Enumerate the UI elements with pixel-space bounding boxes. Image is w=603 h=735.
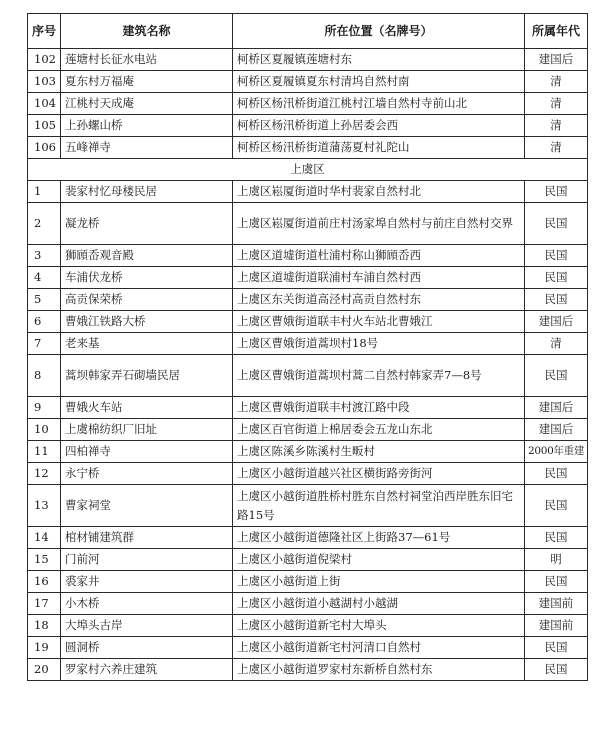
heritage-buildings-table — [27, 13, 588, 681]
table-row — [28, 203, 588, 245]
cell-era: 2000年重建 — [525, 441, 588, 463]
cell-name: 圆洞桥 — [61, 637, 233, 659]
cell-era: 民国 — [525, 245, 588, 267]
cell-name: 江桃村天成庵 — [61, 93, 233, 115]
table-row — [28, 637, 588, 659]
cell-number: 10 — [28, 419, 61, 441]
cell-location: 柯桥区杨汛桥街道上孙居委会西 — [233, 115, 525, 137]
table-row — [28, 289, 588, 311]
cell-location: 上虞区道墟街道联浦村车浦自然村西 — [233, 267, 525, 289]
cell-era: 明 — [525, 549, 588, 571]
cell-era: 清 — [525, 115, 588, 137]
table-row — [28, 615, 588, 637]
cell-number: 15 — [28, 549, 61, 571]
cell-number: 9 — [28, 397, 61, 419]
cell-number: 104 — [28, 93, 61, 115]
cell-number: 20 — [28, 659, 61, 681]
cell-location: 柯桥区杨汛桥街道江桃村江墙自然村寺前山北 — [233, 93, 525, 115]
table-row — [28, 397, 588, 419]
cell-era: 民国 — [525, 485, 588, 527]
cell-number: 4 — [28, 267, 61, 289]
header-era: 所属年代 — [525, 14, 588, 49]
cell-number: 3 — [28, 245, 61, 267]
cell-location: 上虞区小越街道罗家村东新桥自然村东 — [233, 659, 525, 681]
cell-name: 门前河 — [61, 549, 233, 571]
cell-number: 6 — [28, 311, 61, 333]
table-row — [28, 137, 588, 159]
cell-location: 上虞区小越街道新宅村大埠头 — [233, 615, 525, 637]
table-row — [28, 71, 588, 93]
keqiao-rows — [28, 49, 588, 159]
cell-name: 狮頋岙观音殿 — [61, 245, 233, 267]
cell-name: 大埠头古岸 — [61, 615, 233, 637]
cell-name: 棺材铺建筑群 — [61, 527, 233, 549]
shangyu-rows — [28, 181, 588, 681]
cell-number: 1 — [28, 181, 61, 203]
cell-location: 上虞区小越街道越兴社区横街路旁街河 — [233, 463, 525, 485]
header-name: 建筑名称 — [61, 14, 233, 49]
cell-location: 柯桥区夏履镇莲塘村东 — [233, 49, 525, 71]
cell-number: 17 — [28, 593, 61, 615]
cell-name: 蒿坝韩家弄石砌墙民居 — [61, 355, 233, 397]
cell-number: 2 — [28, 203, 61, 245]
cell-number: 11 — [28, 441, 61, 463]
section-row — [28, 159, 588, 181]
cell-era: 建国前 — [525, 615, 588, 637]
cell-name: 罗家村六养庄建筑 — [61, 659, 233, 681]
cell-location: 上虞区曹娥街道蒿坝村18号 — [233, 333, 525, 355]
cell-location: 柯桥区杨汛桥街道蒲荡夏村礼陀山 — [233, 137, 525, 159]
cell-location: 上虞区百官街道上棉居委会五龙山东北 — [233, 419, 525, 441]
cell-era: 清 — [525, 93, 588, 115]
cell-name: 永宁桥 — [61, 463, 233, 485]
cell-name: 老来基 — [61, 333, 233, 355]
cell-era: 建国后 — [525, 419, 588, 441]
heritage-table-container — [27, 13, 588, 681]
cell-name: 上虞棉纺织厂旧址 — [61, 419, 233, 441]
table-row — [28, 419, 588, 441]
table-row — [28, 115, 588, 137]
table-row — [28, 659, 588, 681]
section-row-group — [28, 159, 588, 181]
cell-name: 莲塘村长征水电站 — [61, 49, 233, 71]
header-location: 所在位置（名牌号） — [233, 14, 525, 49]
cell-era: 建国后 — [525, 311, 588, 333]
table-row — [28, 93, 588, 115]
cell-name: 小木桥 — [61, 593, 233, 615]
cell-location: 上虞区曹娥街道蒿坝村蒿二自然村韩家弄7—8号 — [233, 355, 525, 397]
cell-era: 清 — [525, 137, 588, 159]
cell-location: 上虞区崧厦街道时华村裴家自然村北 — [233, 181, 525, 203]
cell-era: 民国 — [525, 463, 588, 485]
cell-name: 曹家祠堂 — [61, 485, 233, 527]
cell-location: 上虞区小越街道上街 — [233, 571, 525, 593]
cell-name: 曹娥火车站 — [61, 397, 233, 419]
cell-name: 裴家村忆母楼民居 — [61, 181, 233, 203]
header-number: 序号 — [28, 14, 61, 49]
cell-era: 民国 — [525, 203, 588, 245]
table-row — [28, 527, 588, 549]
cell-name: 凝龙桥 — [61, 203, 233, 245]
table-row — [28, 463, 588, 485]
cell-number: 13 — [28, 485, 61, 527]
cell-number: 103 — [28, 71, 61, 93]
cell-era: 建国前 — [525, 593, 588, 615]
cell-name: 裘家井 — [61, 571, 233, 593]
cell-location: 柯桥区夏履镇夏东村清坞自然村南 — [233, 71, 525, 93]
cell-era: 民国 — [525, 637, 588, 659]
cell-location: 上虞区崧厦街道前庄村汤家埠自然村与前庄自然村交界 — [233, 203, 525, 245]
cell-name: 四柏禅寺 — [61, 441, 233, 463]
cell-location: 上虞区小越街道胜桥村胜东自然村祠堂泊西岸胜东旧宅路15号 — [233, 485, 525, 527]
table-row — [28, 245, 588, 267]
cell-location: 上虞区曹娥街道联丰村渡江路中段 — [233, 397, 525, 419]
cell-location: 上虞区小越街道德隆社区上街路37—61号 — [233, 527, 525, 549]
cell-era: 民国 — [525, 267, 588, 289]
table-row — [28, 549, 588, 571]
table-row — [28, 333, 588, 355]
table-row — [28, 441, 588, 463]
cell-name: 五峰禅寺 — [61, 137, 233, 159]
cell-era: 民国 — [525, 289, 588, 311]
cell-location: 上虞区小越街道倪梁村 — [233, 549, 525, 571]
cell-location: 上虞区曹娥街道联丰村火车站北曹娥江 — [233, 311, 525, 333]
table-row — [28, 485, 588, 527]
cell-era: 民国 — [525, 355, 588, 397]
cell-number: 7 — [28, 333, 61, 355]
cell-number: 102 — [28, 49, 61, 71]
cell-number: 19 — [28, 637, 61, 659]
table-row — [28, 49, 588, 71]
cell-name: 车浦伏龙桥 — [61, 267, 233, 289]
table-row — [28, 181, 588, 203]
table-row — [28, 267, 588, 289]
cell-era: 清 — [525, 333, 588, 355]
cell-number: 14 — [28, 527, 61, 549]
cell-era: 民国 — [525, 181, 588, 203]
cell-name: 高贡保荣桥 — [61, 289, 233, 311]
cell-number: 8 — [28, 355, 61, 397]
cell-era: 民国 — [525, 571, 588, 593]
cell-number: 5 — [28, 289, 61, 311]
table-row — [28, 355, 588, 397]
cell-era: 民国 — [525, 527, 588, 549]
cell-era: 建国后 — [525, 397, 588, 419]
cell-number: 18 — [28, 615, 61, 637]
cell-name: 夏东村万福庵 — [61, 71, 233, 93]
cell-era: 建国后 — [525, 49, 588, 71]
table-row — [28, 311, 588, 333]
cell-number: 16 — [28, 571, 61, 593]
cell-location: 上虞区小越街道小越湖村小越湖 — [233, 593, 525, 615]
header-row — [28, 14, 588, 49]
cell-number: 105 — [28, 115, 61, 137]
cell-name: 曹娥江铁路大桥 — [61, 311, 233, 333]
cell-name: 上孙螺山桥 — [61, 115, 233, 137]
table-row — [28, 593, 588, 615]
section-title: 上虞区 — [28, 159, 588, 181]
cell-location: 上虞区道墟街道杜浦村称山狮頋岙西 — [233, 245, 525, 267]
cell-era: 民国 — [525, 659, 588, 681]
cell-location: 上虞区小越街道新宅村河清口自然村 — [233, 637, 525, 659]
cell-number: 12 — [28, 463, 61, 485]
cell-number: 106 — [28, 137, 61, 159]
cell-era: 清 — [525, 71, 588, 93]
cell-location: 上虞区东关街道高泾村高贡自然村东 — [233, 289, 525, 311]
table-row — [28, 571, 588, 593]
cell-location: 上虞区陈溪乡陈溪村生畈村 — [233, 441, 525, 463]
